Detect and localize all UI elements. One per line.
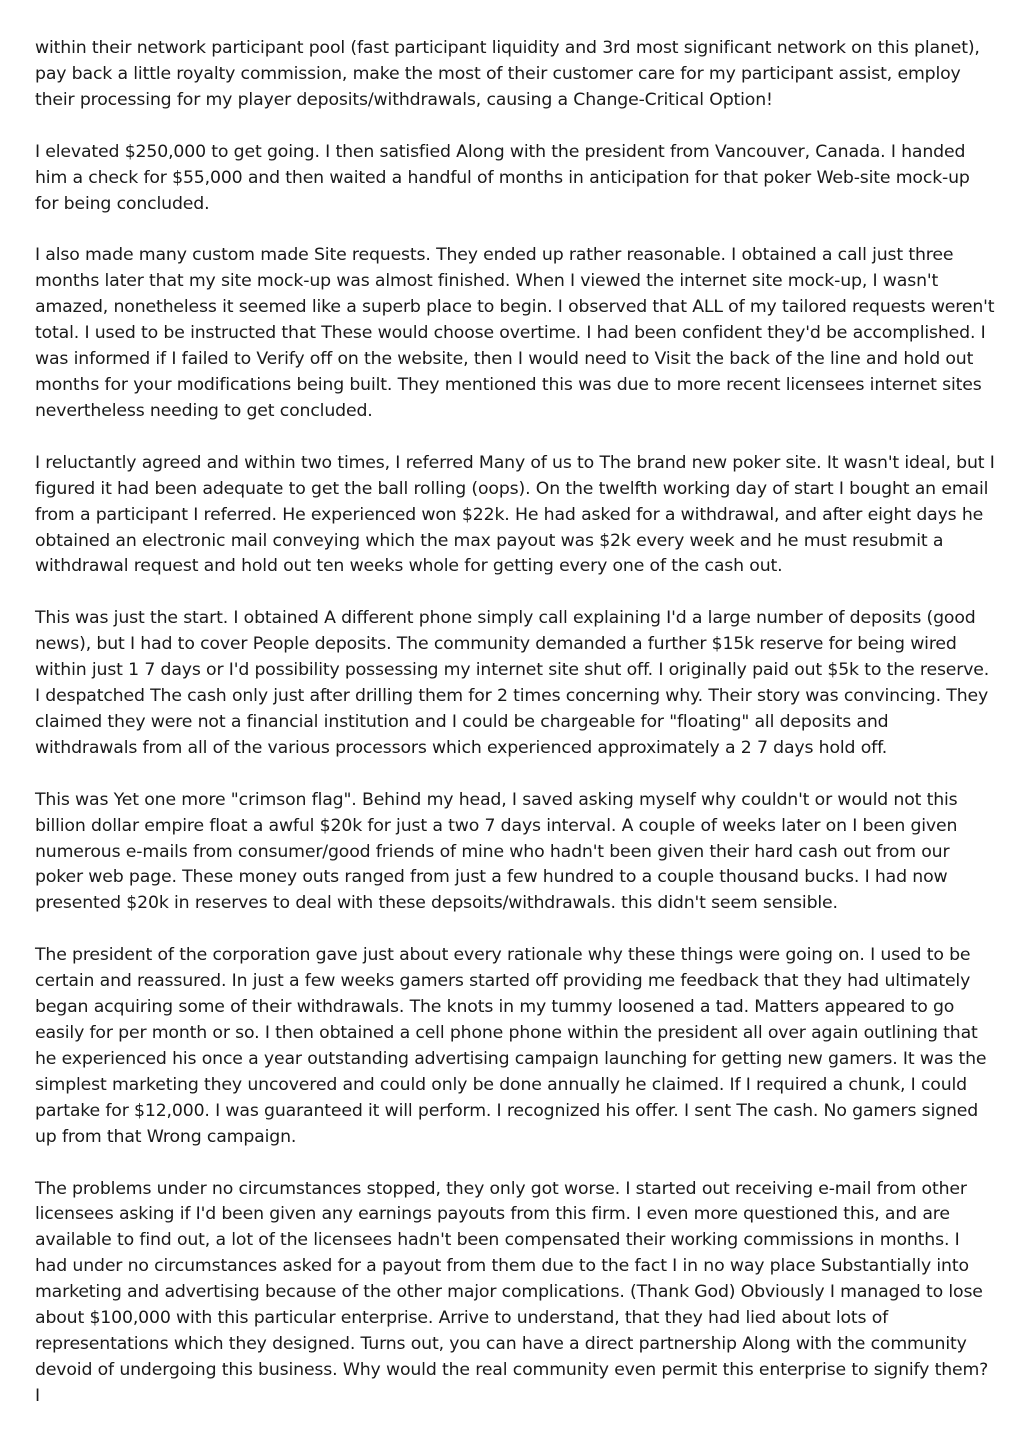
paragraph-3: I also made many custom made Site requests. They ended up rather reasonable. I obtained a call just three months later that my site mock-up was almost finished. When I viewed the internet site mock-up, I wasn't amazed, nonetheless it seemed like a superb place to begin. I observed that ALL of my tailored requests weren't total. I used to be instructed that These would choose overtime. I had been confident they'd be accomplished. I was informed if I failed to Verify off on the website, then I would need to Visit the back of the line and hold out months for your modifications being built. They mentioned this was due to more recent licensees internet sites nevertheless needing to get concluded. [35,245,995,421]
paragraph-8: The problems under no circumstances stopped, they only got worse. I started out receiving e-mail from other licensees asking if I'd been given any earnings payouts from this firm. I even more questioned this, and are available to find out, a lot of the licensees hadn't been compensated their working commissions in months. I had under no circumstances asked for a payout from them due to the fact I in no way place Substantially into marketing and advertising because of the other major complications. (Thank God) Obviously I managed to lose about $100,000 with this particular enterprise. Arrive to understand, that they had lied about lots of representations which they designed. Turns out, you can have a direct partnership Along with the community devoid of undergoing this business. Why would the real community even permit this enterprise to signify them? I [35,1178,989,1406]
paragraph-5: This was just the start. I obtained A different phone simply call explaining I'd a large number of deposits (good news), but I had to cover People deposits. The community demanded a further $15k reserve for being wired within just 1 7 days or I'd possibility possessing my internet site shut off. I originally paid out $5k to the reserve. I despatched The cash only just after drilling them for 2 times concerning why. Their story was convincing. They claimed they were not a financial institution and I could be chargeable for "floating" all deposits and withdrawals from all of the various processors which experienced approximately a 2 7 days hold off. [35,608,990,758]
paragraph-6: This was Yet one more "crimson flag". Behind my head, I saved asking myself why couldn't or would not this billion dollar empire float a awful $20k for just a two 7 days interval. A couple of weeks later on I been given numerous e-mails from consumer/good friends of mine who hadn't been given their hard cash out from our poker web page. These money outs ranged from just a few hundred to a couple thousand bucks. I had now presented $20k in reserves to deal with these depsoits/withdrawals. this didn't seem sensible. [35,789,958,914]
article-body [35,36,995,1436]
paragraph-2: I elevated $250,000 to get going. I then satisfied Along with the president from Vancouver, Canada. I handed him a check for $55,000 and then waited a handful of months in anticipation for that poker Web-site mock-up for being concluded. [35,141,970,214]
paragraph-4: I reluctantly agreed and within two times, I referred Many of us to The brand new poker site. It wasn't ideal, but I figured it had been adequate to get the ball rolling (oops). On the twelfth working day of start I bought an email from a participant I referred. He experienced won $22k. He had asked for a withdrawal, and after eight days he obtained an electronic mail conveying which the max payout was $2k every week and he must resubmit a withdrawal request and hold out ten weeks whole for getting every one of the cash out. [35,452,995,577]
paragraph-1: within their network participant pool (fast participant liquidity and 3rd most significant network on this planet), pay back a little royalty commission, make the most of their customer care for my participant assist, employ their processing for my player deposits/withdrawals, causing a Change-Critical Option! [35,38,980,110]
paragraph-7: The president of the corporation gave just about every rationale why these things were going on. I used to be certain and reassured. In just a few weeks gamers started off providing me feedback that they had ultimately began acquiring some of their withdrawals. The knots in my tummy loosened a tad. Matters appeared to go easily for per month or so. I then obtained a cell phone phone within the president all over again outlining that he experienced his once a year outstanding advertising campaign launching for getting new gamers. It was the simplest marketing they uncovered and could only be done annually he claimed. If I required a chunk, I could partake for $12,000. I was guaranteed it will perform. I recognized his offer. I sent The cash. No gamers signed up from that Wrong campaign. [35,945,987,1147]
